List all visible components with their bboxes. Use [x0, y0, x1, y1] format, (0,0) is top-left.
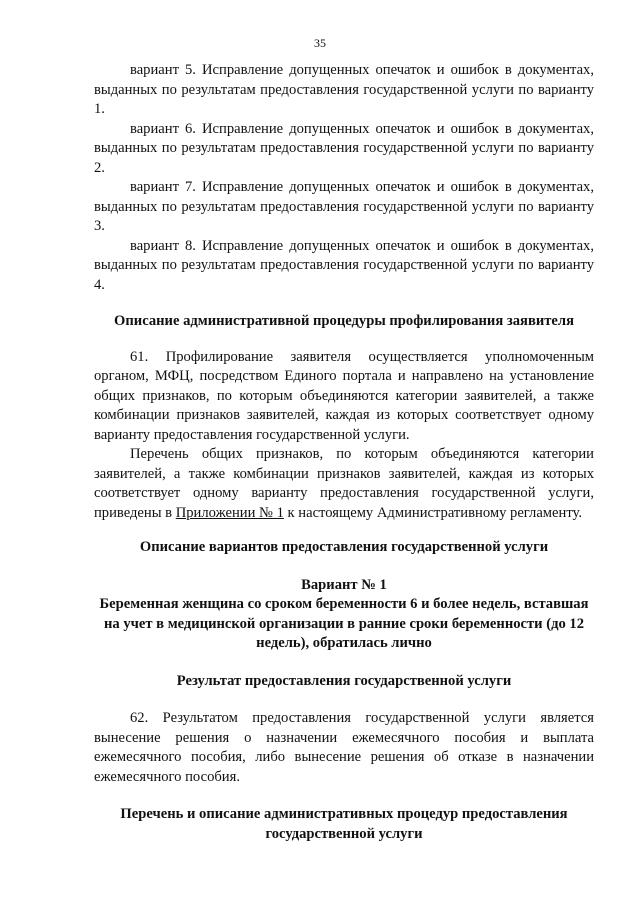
paragraph-list-text-before: Перечень общих признаков, по которым объединяются категории заявителей, а также комбинации признаков заявителей, каждая из которых соответствует одному варианту предоставления государственной услуги, приведены в [94, 446, 594, 521]
heading-result: Результат предоставления государственной услуги [176, 672, 512, 689]
heading-procedures: Перечень и описание административных процедур предоставления государственной услуги [120, 806, 568, 842]
document-body [94, 61, 594, 844]
paragraph-62: 62. Результатом предоставления государственной услуги является вынесение решения о назначении ежемесячного пособия и выплата ежемесячного пособия, либо вынесение решения об отказе в назначении ежемесячного пособия. [94, 710, 594, 785]
heading-profiling: Описание административной процедуры профилирования заявителя [114, 313, 574, 329]
variant-item-6: вариант 6. Исправление допущенных опечаток и ошибок в документах, выданных по результатам предоставления государственной услуги по варианту 2. [94, 120, 594, 176]
variant-1-title: Вариант № 1 [301, 576, 387, 593]
variant-item-8: вариант 8. Исправление допущенных опечаток и ошибок в документах, выданных по результатам предоставления государственной услуги по варианту 4. [94, 237, 594, 293]
variant-1-block [94, 576, 594, 654]
paragraph-61: 61. Профилирование заявителя осуществляется уполномоченным органом, МФЦ, посредством Единого портала и направлено на установление общих признаков, по которым объединяются категории заявителей, а также комбинации признаков заявителей, каждая из которых соответствует одному варианту предоставления государственной услуги. [94, 348, 594, 443]
paragraph-list-of-features [94, 445, 594, 523]
page-number: 35 [314, 36, 326, 50]
variant-item-7: вариант 7. Исправление допущенных опечаток и ошибок в документах, выданных по результатам предоставления государственной услуги по варианту 3. [94, 179, 594, 234]
heading-variants: Описание вариантов предоставления государственной услуги [139, 539, 549, 555]
appendix-1-link[interactable]: Приложении № 1 [175, 504, 284, 521]
variant-item-5: вариант 5. Исправление допущенных опечаток и ошибок в документах, выданных по результатам предоставления государственной услуги по варианту 1. [94, 62, 594, 117]
variant-1-subtitle: Беременная женщина со сроком беременности 6 и более недель, вставшая на учет в медицинской организации в ранние сроки беременности (до 12 недель), обратилась лично [99, 596, 589, 651]
paragraph-list-text-after: к настоящему Административному регламенту. [283, 504, 582, 521]
